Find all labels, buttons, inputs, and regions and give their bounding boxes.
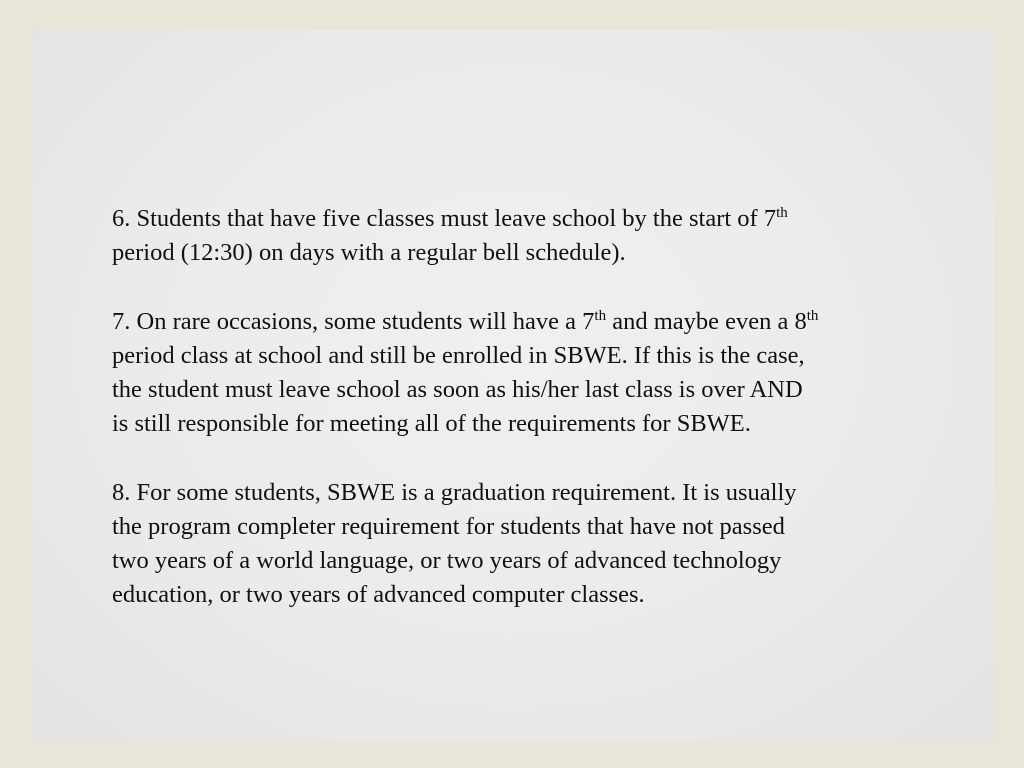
text-line <box>112 339 952 373</box>
text-line <box>112 510 952 544</box>
slide-body-text <box>112 202 952 647</box>
text-run: the student must leave school as soon as his/her last class is over AND <box>112 376 803 403</box>
text-run: the program completer requirement for students that have not passed <box>112 512 785 540</box>
text-line <box>112 476 952 510</box>
superscript: th <box>806 307 819 324</box>
paragraph-6 <box>112 202 952 270</box>
slide-background <box>32 30 994 742</box>
text-line <box>112 407 952 441</box>
text-run: 8. For some students, SBWE is a graduation requirement. It is usually <box>112 478 797 506</box>
text-line <box>112 202 952 236</box>
text-run: 6. Students that have five classes must leave school by the start of 7 <box>112 205 777 232</box>
paragraph-7 <box>112 305 952 442</box>
superscript: th <box>594 307 607 324</box>
text-run: period (12:30) on days with a regular bell schedule). <box>112 239 626 267</box>
text-run: 7. On rare occasions, some students will have a 7 <box>112 307 595 335</box>
text-line <box>112 544 952 578</box>
text-line <box>112 305 952 339</box>
text-run: two years of a world language, or two years of advanced technology <box>112 547 782 574</box>
text-run: period class at school and still be enrolled in SBWE. If this is the case, <box>112 341 805 369</box>
text-run: education, or two years of advanced computer classes. <box>112 581 645 609</box>
text-run: and maybe even a 8 <box>606 307 807 335</box>
text-run: is still responsible for meeting all of the requirements for SBWE. <box>112 410 751 438</box>
text-line <box>112 578 952 612</box>
text-line <box>112 373 952 407</box>
text-line <box>112 236 952 270</box>
superscript: th <box>776 205 788 221</box>
paragraph-8 <box>112 476 952 613</box>
